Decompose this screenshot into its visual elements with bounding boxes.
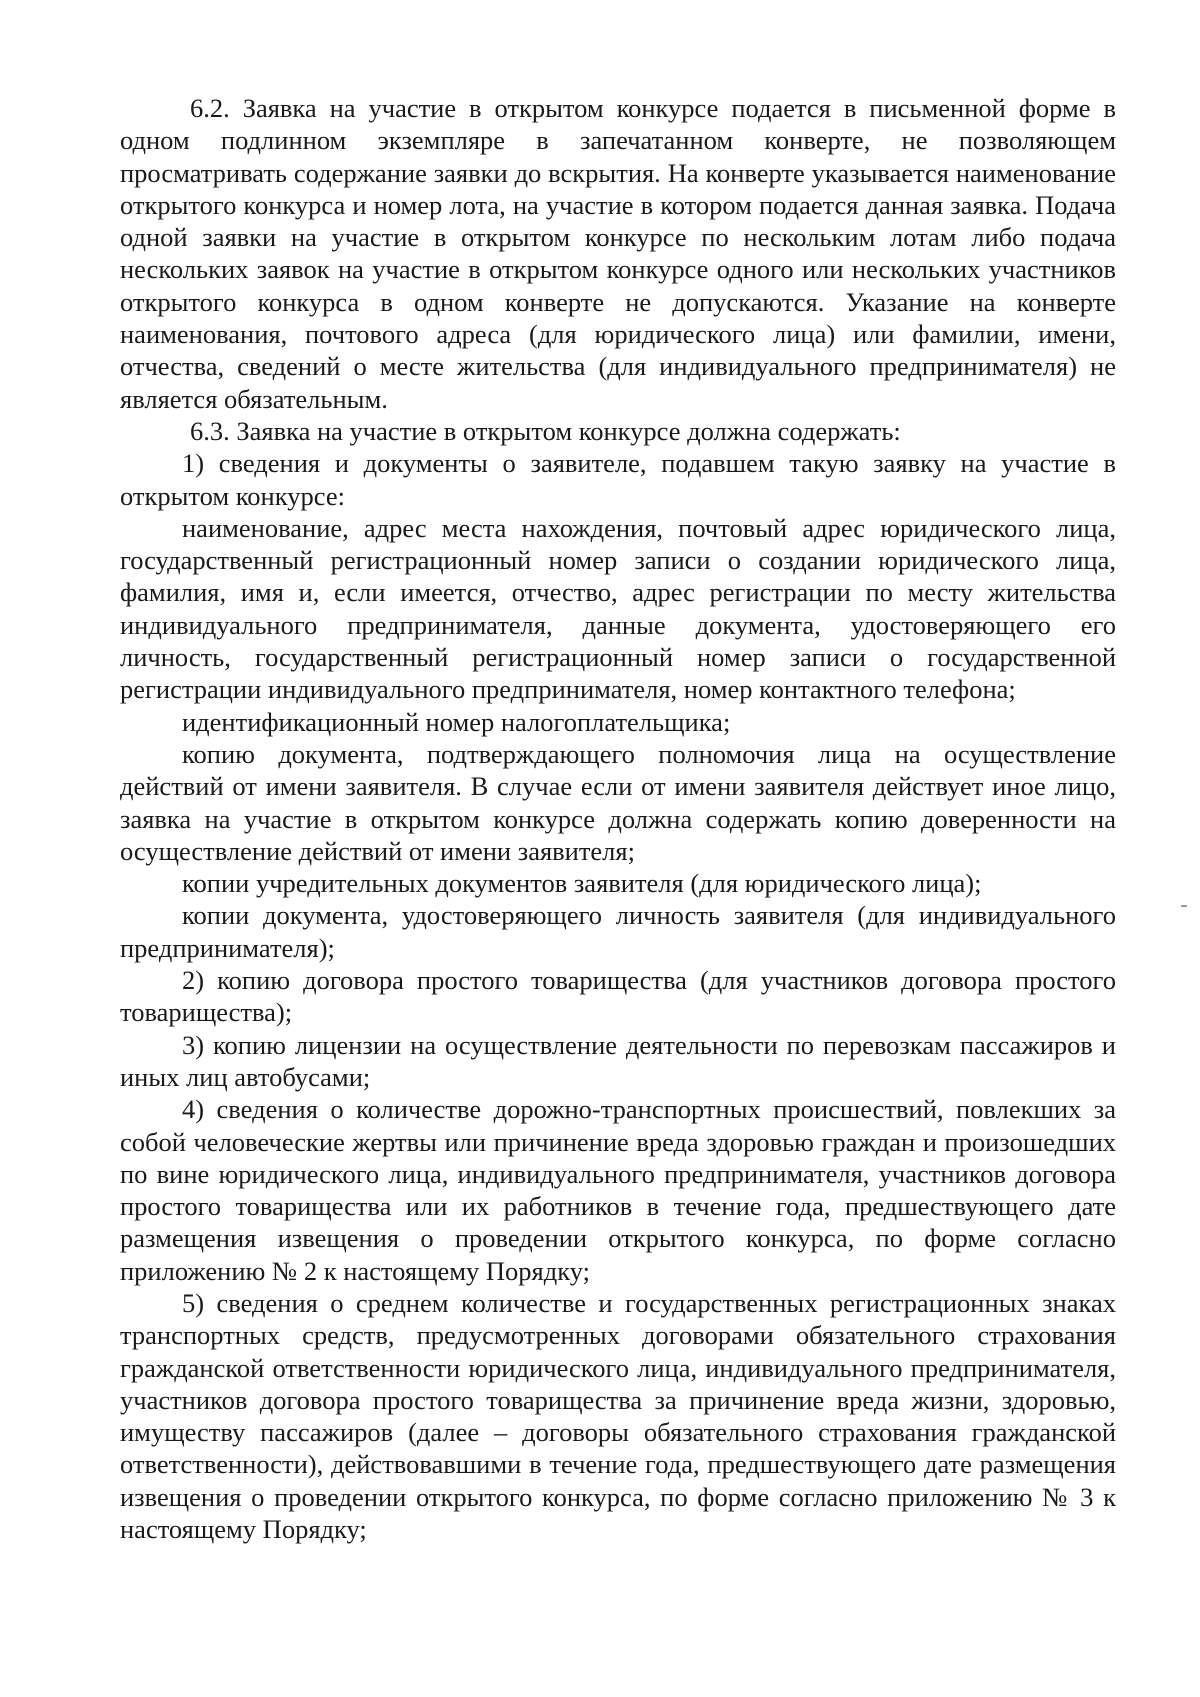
paragraph-6-2: 6.2. Заявка на участие в открытом конкурсе подается в письменной форме в одном подлинном экземпляре в запечатанном конверте, не позволяющем просматривать содержание заявки до вскрытия. На конверте указывается наименование открытого конкурса и номер лота, на участие в котором подается данная заявка. Подача одной заявки на участие в открытом конкурсе по нескольким лотам либо подача нескольких заявок на участие в открытом конкурсе одного или нескольких участников открытого конкурса в одном конверте не допускаются. Указание на конверте наименования, почтового адреса (для юридического лица) или фамилии, имени, отчества, сведений о месте жительства (для индивидуального предпринимателя) не является обязательным. xyxy=(120,93,1116,414)
list-item-2: 2) копию договора простого товарищества (для участников договора простого товарищества); xyxy=(120,965,1116,1028)
list-item-3: 3) копию лицензии на осуществление деятельности по перевозкам пассажиров и иных лиц автобусами; xyxy=(120,1029,1116,1092)
paragraph-6-3: 6.3. Заявка на участие в открытом конкурсе должна содержать: xyxy=(190,415,901,446)
list-item-1: 1) сведения и документы о заявителе, подавшем такую заявку на участие в открытом конкурсе: xyxy=(120,448,1116,511)
sub-item-founding-documents: копии учредительных документов заявителя (для юридического лица); xyxy=(182,868,982,899)
sub-item-inn: идентификационный номер налогоплательщика; xyxy=(182,706,731,737)
list-item-4: 4) сведения о количестве дорожно-транспортных происшествий, повлекших за собой человеческие жертвы или причинение вреда здоровью граждан и произошедших по вине юридического лица, индивидуального предпринимателя, участников договора простого товарищества или их работников в течение года, предшествующего дате размещения извещения о проведении открытого конкурса, по форме согласно приложению № 2 к настоящему Порядку; xyxy=(120,1094,1116,1286)
sub-item-name-address: наименование, адрес места нахождения, почтовый адрес юридического лица, государственный регистрационный номер записи о создании юридического лица, фамилия, имя и, если имеется, отчество, адрес регистрации по месту жительства индивидуального предпринимателя, данные документа, удостоверяющего его личность, государственный регистрационный номер записи о государственной регистрации индивидуального предпринимателя, номер контактного телефона; xyxy=(120,512,1116,705)
scan-artifact-mark xyxy=(1181,905,1187,907)
sub-item-identity-document: копии документа, удостоверяющего личность заявителя (для индивидуального предпринимателя); xyxy=(120,900,1116,963)
list-item-5: 5) сведения о среднем количестве и государственных регистрационных знаках транспортных средств, предусмотренных договорами обязательного страхования гражданской ответственности юридического лица, индивидуального предпринимателя, участников договора простого товарищества за причинение вреда жизни, здоровью, имуществу пассажиров (далее – договоры обязательного страхования гражданской ответственности), действовавшими в течение года, предшествующего дате размещения извещения о проведении открытого конкурса, по форме согласно приложению № 3 к настоящему Порядку; xyxy=(120,1287,1116,1545)
document-body xyxy=(120,92,1116,1545)
sub-item-power-of-attorney: копию документа, подтверждающего полномочия лица на осуществление действий от имени заявителя. В случае если от имени заявителя действует иное лицо, заявка на участие в открытом конкурсе должна содержать копию доверенности на осуществление действий от имени заявителя; xyxy=(120,738,1116,866)
